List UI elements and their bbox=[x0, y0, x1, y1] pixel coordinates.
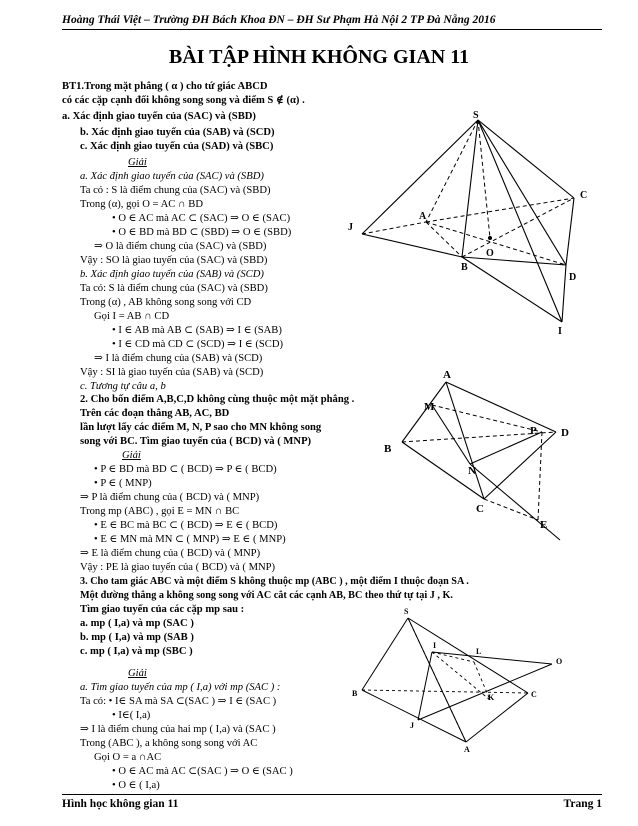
text-line: Ta có : S là điểm chung của (SAC) và (SBD) bbox=[80, 185, 271, 196]
text-line: • O ∈ AC mà AC ⊂ (SAC) ⇒ O ∈ (SAC) bbox=[112, 213, 291, 224]
fig3-label-a: A bbox=[464, 745, 470, 754]
text-line: a. Tìm giao tuyến của mp ( I,a) với mp (SAC ) : bbox=[80, 682, 281, 693]
fig1-label-j: J bbox=[348, 222, 353, 233]
fig2-label-d: D bbox=[561, 427, 569, 439]
text-line: • O ∈ AC mà AC ⊂(SAC ) ⇒ O ∈ (SAC ) bbox=[112, 766, 293, 777]
text-line: c. Xác định giao tuyến của (SAD) và (SBC) bbox=[80, 141, 274, 152]
text-line: Tìm giao tuyến của các cặp mp sau : bbox=[80, 604, 245, 615]
fig3-label-l: L bbox=[476, 647, 482, 656]
text-line: Giải bbox=[122, 450, 141, 461]
text-line: Giải bbox=[128, 157, 147, 168]
fig2-label-m: M bbox=[424, 401, 435, 413]
fig1-label-b: B bbox=[461, 262, 468, 273]
text-line: BT1.Trong mặt phẳng ( α ) cho tứ giác ABCD bbox=[62, 81, 268, 92]
fig3-label-s: S bbox=[404, 607, 409, 616]
fig2-label-a: A bbox=[443, 369, 451, 381]
text-line: ⇒ O là điểm chung của (SAC) và (SBD) bbox=[94, 241, 267, 252]
text-line: • I∈( I,a) bbox=[112, 710, 151, 721]
fig2-label-n: N bbox=[468, 465, 476, 477]
text-line: b. Xác định giao tuyến của (SAB) và (SCD) bbox=[80, 127, 275, 138]
fig2-label-b: B bbox=[384, 443, 392, 455]
text-line: • O ∈ BD mà BD ⊂ (SBD) ⇒ O ∈ (SBD) bbox=[112, 227, 292, 238]
text-line: c. Tương tự câu a, b bbox=[80, 381, 166, 392]
text-line: Trong (α), gọi O = AC ∩ BD bbox=[80, 199, 203, 210]
text-line: ⇒ P là điểm chung của ( BCD) và ( MNP) bbox=[80, 492, 260, 503]
text-line: • E ∈ MN mà MN ⊂ ( MNP) ⇒ E ∈ ( MNP) bbox=[94, 534, 286, 545]
text-line: • I ∈ AB mà AB ⊂ (SAB) ⇒ I ∈ (SAB) bbox=[112, 325, 282, 336]
fig1-label-c: C bbox=[580, 190, 588, 201]
text-line: ⇒ I là điểm chung của hai mp ( I,a) và (SAC ) bbox=[80, 724, 276, 735]
text-line: Trong (α) , AB không song song với CD bbox=[80, 297, 252, 308]
text-line: c. mp ( I,a) và mp (SBC ) bbox=[80, 646, 193, 657]
text-line: Trong (ABC ), a không song song với AC bbox=[80, 738, 258, 749]
text-line: • O ∈ ( I,a) bbox=[112, 780, 160, 791]
page-number: Trang 1 bbox=[563, 798, 602, 810]
text-line: • P ∈ ( MNP) bbox=[94, 478, 152, 489]
text-line: a. Xác định giao tuyến của (SAC) và (SBD) bbox=[62, 111, 256, 122]
text-line: • I ∈ CD mà CD ⊂ (SCD) ⇒ I ∈ (SCD) bbox=[112, 339, 284, 350]
fig1-label-d: D bbox=[569, 272, 577, 283]
text-line: Trên các đoạn thẳng AB, AC, BD bbox=[80, 408, 230, 419]
text-line: b. mp ( I,a) và mp (SAB ) bbox=[80, 632, 194, 643]
text-line: Giải bbox=[128, 668, 147, 679]
fig2-label-e: E bbox=[540, 519, 548, 531]
text-line: • P ∈ BD mà BD ⊂ ( BCD) ⇒ P ∈ ( BCD) bbox=[94, 464, 277, 475]
text-line: có các cặp cạnh đối không song song và điểm S ∉ (α) . bbox=[62, 95, 305, 106]
text-line: song với BC. Tìm giao tuyến của ( BCD) và ( MNP) bbox=[80, 436, 312, 447]
text-line: Trong mp (ABC) , gọi E = MN ∩ BC bbox=[80, 506, 240, 517]
text-line: Vậy : SI là giao tuyến của (SAB) và (SCD) bbox=[80, 367, 264, 378]
fig2-label-c: C bbox=[476, 503, 484, 515]
text-line: 2. Cho bốn điểm A,B,C,D không cùng thuộc một mặt phẳng . bbox=[80, 394, 355, 405]
fig3-label-c: C bbox=[531, 690, 537, 699]
text-line: Gọi I = AB ∩ CD bbox=[94, 311, 170, 322]
footer-title: Hình học không gian 11 bbox=[62, 798, 179, 810]
fig2-label-p: P bbox=[530, 425, 537, 437]
fig3-label-b: B bbox=[352, 689, 358, 698]
page-title: BÀI TẬP HÌNH KHÔNG GIAN 11 bbox=[168, 46, 470, 68]
text-line: Vậy : SO là giao tuyến của (SAC) và (SBD) bbox=[80, 255, 268, 266]
fig1-label-a: A bbox=[419, 211, 427, 222]
fig3-label-o: O bbox=[556, 657, 563, 666]
text-line: Ta có: S là điểm chung của (SAC) và (SBD) bbox=[80, 283, 268, 294]
text-line: • E ∈ BC mà BC ⊂ ( BCD) ⇒ E ∈ ( BCD) bbox=[94, 520, 278, 531]
text-line: Gọi O = a ∩AC bbox=[94, 752, 162, 763]
text-line: a. mp ( I,a) và mp (SAC ) bbox=[80, 618, 194, 629]
text-line: b. Xác định giao tuyến của (SAB) và (SCD) bbox=[80, 269, 264, 280]
text-line: Vậy : PE là giao tuyến của ( BCD) và ( MNP) bbox=[80, 562, 276, 573]
fig1-label-s: S bbox=[473, 110, 479, 121]
text-line: 3. Cho tam giác ABC và một điểm S không thuộc mp (ABC ) , một điểm I thuộc đoạn SA . bbox=[80, 576, 469, 587]
fig1-label-o: O bbox=[486, 248, 494, 259]
fig3-label-k: K bbox=[488, 693, 495, 702]
page-footer bbox=[62, 794, 602, 810]
fig3-label-i: I bbox=[433, 641, 437, 650]
text-line: ⇒ I là điểm chung của (SAB) và (SCD) bbox=[94, 353, 263, 364]
page-header: Hoàng Thái Việt – Trường ĐH Bách Khoa ĐN – ĐH Sư Phạm Hà Nội 2 TP Đà Nẵng 2016 bbox=[62, 14, 602, 30]
fig1-label-i: I bbox=[558, 326, 562, 337]
text-line: ⇒ E là điểm chung của ( BCD) và ( MNP) bbox=[80, 548, 261, 559]
text-line: lần lượt lấy các điểm M, N, P sao cho MN không song bbox=[80, 422, 322, 433]
text-line: Một đường thẳng a không song song với AC cắt các cạnh AB, BC theo thứ tự tại J , K. bbox=[80, 590, 453, 601]
text-line: a. Xác định giao tuyến của (SAC) và (SBD) bbox=[80, 171, 264, 182]
text-line: Ta có: • I∈ SA mà SA ⊂(SAC ) ⇒ I ∈ (SAC ) bbox=[80, 696, 277, 707]
fig3-label-j: J bbox=[410, 721, 414, 730]
